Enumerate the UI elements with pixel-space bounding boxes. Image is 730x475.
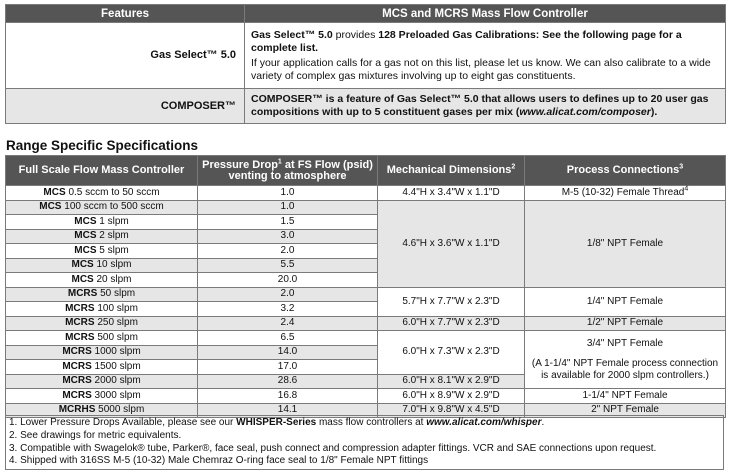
connection-cell: M-5 (10-32) Female Thread$^4$ [525, 186, 726, 201]
pressure-col-header: Pressure Drop$^1$ at FS Flow (psid) venting to atmosphere [198, 156, 378, 186]
dimension-cell: 6.0"H x 8.9"W x 2.9"D [378, 389, 525, 404]
features-col-header: Features [6, 5, 245, 23]
model-cell: MCRS 2000 slpm [6, 374, 198, 389]
model-col-header: Full Scale Flow Mass Controller [6, 156, 198, 186]
dimension-cell: 6.0"H x 8.1"W x 2.9"D [378, 374, 525, 389]
gas-select-title: Gas Select™ 5.0 [251, 28, 333, 41]
spec-header-row [6, 156, 726, 186]
pressure-cell: 17.0 [198, 360, 378, 375]
model-cell: MCS 100 sccm to 500 sccm [6, 200, 198, 215]
pressure-cell: 2.0 [198, 244, 378, 259]
footnote-4: 4. Shipped with 316SS M-5 (10-32) Male Chemraz O-ring face seal to 1/8" Female NPT fittings [9, 455, 429, 467]
model-cell: MCRHS 5000 slpm [6, 403, 198, 418]
connection-cell: 2" NPT Female [525, 403, 726, 418]
feature-name-gas-select: Gas Select™ 5.0 [6, 23, 245, 89]
pressure-cell: 1.0 [198, 200, 378, 215]
dimension-cell: 5.7"H x 7.7"W x 2.3"D [378, 287, 525, 316]
controller-col-header: MCS and MCRS Mass Flow Controller [245, 5, 726, 23]
dimension-cell: 6.0"H x 7.7"W x 2.3"D [378, 316, 525, 331]
model-cell: MCS 1 slpm [6, 215, 198, 230]
dimension-cell: 4.4"H x 3.4"W x 1.1"D [378, 186, 525, 201]
connections-col-header: Process Connections$^3$ [525, 156, 726, 186]
pressure-cell: 14.1 [198, 403, 378, 418]
model-cell: MCS 0.5 sccm to 50 sccm [6, 186, 198, 201]
whisper-link[interactable]: www.alicat.com/whisper [426, 417, 542, 428]
pressure-cell: 5.5 [198, 258, 378, 273]
table-row [6, 200, 726, 215]
model-cell: MCS 20 slpm [6, 273, 198, 288]
composer-link[interactable]: www.alicat.com/composer [519, 106, 651, 118]
connection-cell: 1/2" NPT Female [525, 316, 726, 331]
model-cell: MCRS 100 slpm [6, 302, 198, 317]
gas-select-detail: If your application calls for a gas not on this list, please let us know. We can also calibrate to a wide variety of complex gas mixtures involving up to eight gas constituents. [251, 56, 711, 82]
footnote-3: 3. Compatible with Swagelok® tube, Parker®, face seal, push connect and compression adapter fittings. VCR and SAE connections upon request. [9, 442, 657, 454]
connection-cell [525, 331, 726, 389]
dimension-cell: 6.0"H x 7.3"W x 2.3"D [378, 331, 525, 375]
connection-value: 3/4" NPT Female [586, 337, 664, 349]
pressure-cell: 6.5 [198, 331, 378, 346]
model-cell: MCRS 1000 slpm [6, 345, 198, 360]
pressure-cell: 3.0 [198, 229, 378, 244]
model-cell: MCS 5 slpm [6, 244, 198, 259]
dimensions-col-header: Mechanical Dimensions$^2$ [378, 156, 525, 186]
connection-cell: 1-1/4" NPT Female [525, 389, 726, 404]
pressure-cell: 2.4 [198, 316, 378, 331]
table-row [6, 331, 726, 346]
pressure-cell: 20.0 [198, 273, 378, 288]
range-specs-title: Range Specific Specifications [6, 138, 199, 153]
feature-row-composer [6, 89, 726, 124]
dimension-cell: 4.6"H x 3.6"W x 1.1"D [378, 200, 525, 287]
footnote-1: 1. Lower Pressure Drops Available, please see our WHISPER-Series mass flow controllers at www.alicat.com/whisper. [9, 417, 545, 428]
connection-note: (A 1-1/4" NPT Female process connection is available for 2000 slpm controllers.) [531, 357, 719, 381]
pressure-cell: 1.5 [198, 215, 378, 230]
footnotes [5, 415, 724, 470]
preloaded-gas-text: 128 Preloaded Gas Calibrations: See the following page for a complete list. [251, 28, 682, 54]
pressure-cell: 16.8 [198, 389, 378, 404]
feature-desc-composer [245, 89, 726, 124]
pressure-cell: 28.6 [198, 374, 378, 389]
table-row [6, 389, 726, 404]
model-cell: MCRS 250 slpm [6, 316, 198, 331]
feature-row-gas-select [6, 23, 726, 89]
composer-text: COMPOSER™ is a feature of Gas Select™ 5.0 that allows users to defines up to 20 user gas compositions with up to 5 constituent gases per mix (www.alicat.com/composer). [251, 93, 709, 118]
range-specs-table [5, 155, 726, 418]
model-cell: MCS 2 slpm [6, 229, 198, 244]
model-cell: MCRS 1500 slpm [6, 360, 198, 375]
pressure-cell: 3.2 [198, 302, 378, 317]
table-row [6, 287, 726, 302]
features-table [5, 4, 726, 124]
feature-name-composer: COMPOSER™ [6, 89, 245, 124]
feature-desc-gas-select: Gas Select™ 5.0 provides 128 Preloaded Gas Calibrations: See the following page for a complete list. If your application calls for a gas not on this list, please let us know. We can also calibrate to a wide variety of complex gas mixtures involving up to eight gas constituents. [245, 23, 726, 89]
pressure-cell: 14.0 [198, 345, 378, 360]
table-row [6, 316, 726, 331]
pressure-cell: 1.0 [198, 186, 378, 201]
model-cell: MCS 10 slpm [6, 258, 198, 273]
model-cell: MCRS 50 slpm [6, 287, 198, 302]
model-cell: MCRS 3000 slpm [6, 389, 198, 404]
model-cell: MCRS 500 slpm [6, 331, 198, 346]
table-row [6, 186, 726, 201]
pressure-cell: 2.0 [198, 287, 378, 302]
dimension-cell: 7.0"H x 9.8"W x 4.5"D [378, 403, 525, 418]
whisper-series-name: WHISPER-Series [236, 417, 317, 428]
footnote-2: 2. See drawings for metric equivalents. [9, 429, 182, 441]
connection-cell: 1/4" NPT Female [525, 287, 726, 316]
connection-cell: 1/8" NPT Female [525, 200, 726, 287]
